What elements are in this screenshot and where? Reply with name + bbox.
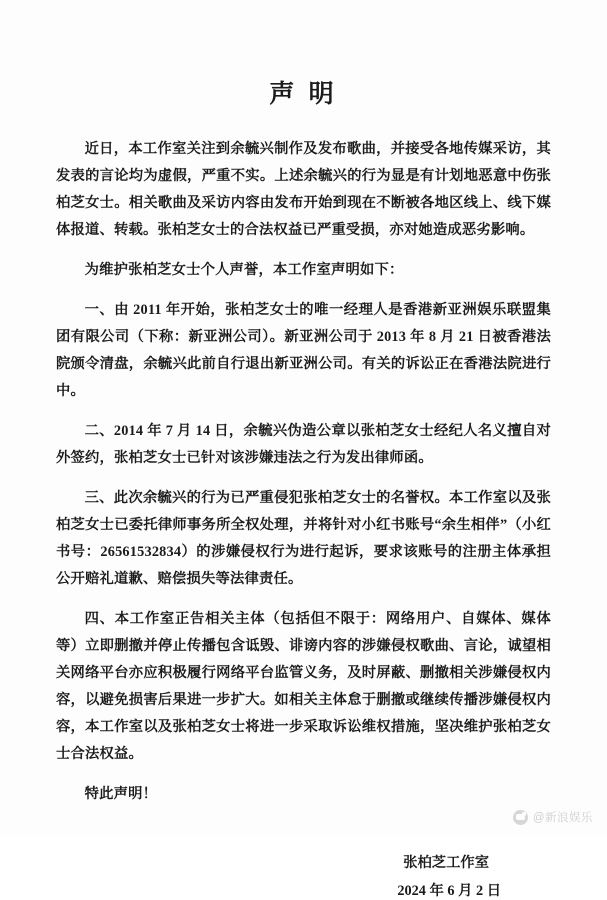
paragraph-3: 一、由 2011 年开始，张柏芝女士的唯一经理人是香港新亚洲娱乐联盟集团有限公司（下称：新亚洲公司）。新亚洲公司于 2013 年 8 月 21 日被香港法院颁令清盘，余毓兴此前自行退出新亚洲公司。有关的诉讼正在香港法院进行中。 (56, 302, 551, 399)
signature-name: 张柏芝工作室 (403, 855, 489, 871)
signature-date: 2024 年 6 月 2 日 (397, 883, 501, 899)
paragraph-5: 三、此次余毓兴的行为已严重侵犯张柏芝女士的名誉权。本工作室以及张柏芝女士已委托律师事务所全权处理，并将针对小红书账号“余生相伴”（小红书号：26561532834）的涉嫌侵权行为进行起诉，要求该账号的注册主体承担公开赔礼道歉、赔偿损失等法律责任。 (56, 490, 551, 587)
paragraph-6: 四、本工作室正告相关主体（包括但不限于：网络用户、自媒体、媒体等）立即删撤并停止传播包含诋毁、诽谤内容的涉嫌侵权歌曲、言论，诚望相关网络平台亦应积极履行网络平台监管义务，及时屏蔽、删撤相关涉嫌侵权内容，以避免损害后果进一步扩大。如相关主体怠于删撤或继续传播涉嫌侵权内容，本工作室以及张柏芝女士将进一步采取诉讼维权措施，坚决维护张柏芝女士合法权益。 (56, 611, 551, 762)
document-title: 声 明 (269, 81, 338, 108)
paragraph-7: 特此声明！ (84, 786, 158, 802)
watermark (513, 809, 593, 825)
document-body (56, 0, 551, 900)
weibo-logo-icon (513, 810, 528, 825)
watermark-label: @新浪娱乐 (532, 812, 593, 824)
paragraph-1: 近日，本工作室关注到余毓兴制作及发布歌曲，并接受各地传媒采访，其发表的言论均为虚假，严重不实。上述余毓兴的行为显是有计划地恶意中伤张柏芝女士。相关歌曲及采访内容由发布开始到现在不断被各地区线上、线下媒体报道、转载。张柏芝女士的合法权益已严重受损，亦对她造成恶劣影响。 (56, 141, 551, 238)
paragraph-4: 二、2014 年 7 月 14 日，余毓兴伪造公章以张柏芝女士经纪人名义擅自对外签约，张柏芝女士已针对该涉嫌违法之行为发出律师函。 (56, 423, 551, 466)
paragraph-2: 为维护张柏芝女士个人声誉，本工作室声明如下： (84, 262, 404, 278)
